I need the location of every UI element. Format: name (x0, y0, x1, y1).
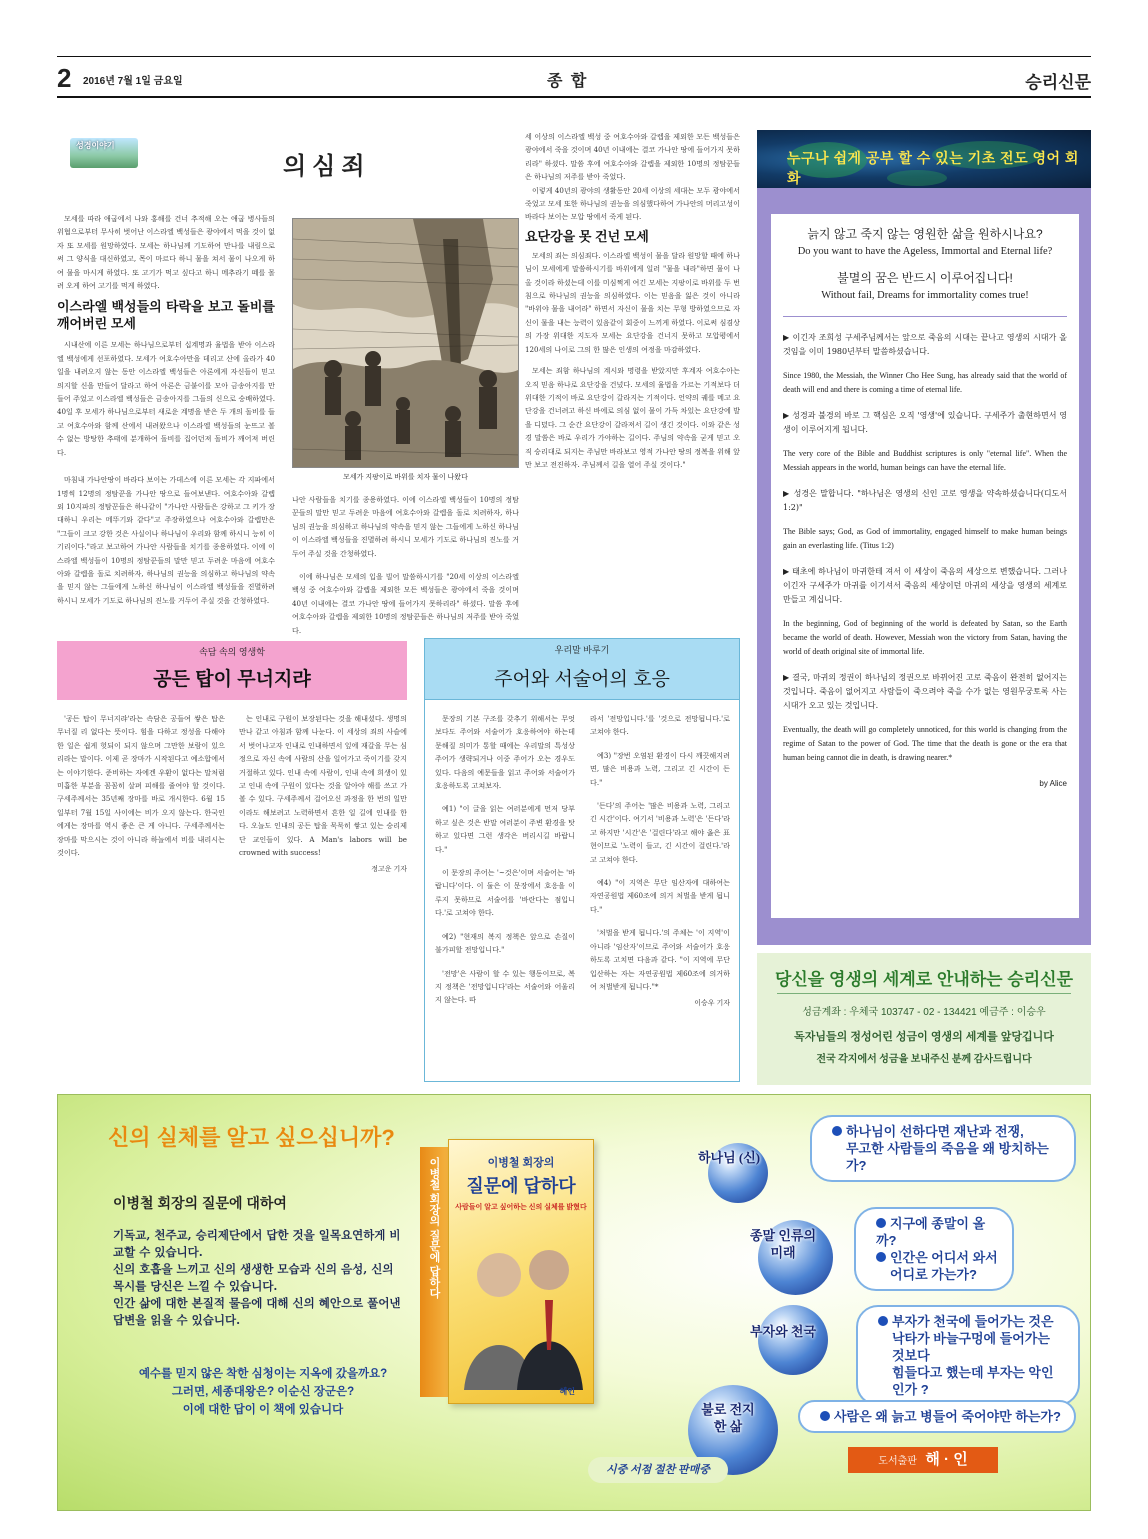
book-spine (420, 1147, 448, 1397)
grammar-col2 (590, 712, 730, 1011)
english-paragraph-en: The Bible says; God, as God of immortality, engaged himself to make human beings gain an everlasting life. (Titus 1:2) (783, 527, 1067, 550)
english-lesson-banner (757, 130, 1091, 188)
english-paragraph-ko: ▶ 성경은 말합니다. "하나님은 영생의 신인 고로 영생을 약속하셨습니다(디도서 1:2)" (783, 489, 1067, 512)
bullet-icon (832, 1126, 842, 1136)
promo-thanks: 전국 각지에서 성금을 보내주신 분께 감사드립니다 (816, 1054, 1032, 1065)
proverb-paragraph: '공든 탑이 무너지랴'라는 속담은 공들여 쌓은 탑은 무너질 리 없다는 뜻이다. 힘을 다하고 정성을 다해야 한 일은 쉽게 헛되이 되지 않으며 그만한 보람이 있으리라는 말이다. 이제 곧 장마가 시작된다고 예소합에서는 이야기한다. 준비하는 자에겐 우환이 없다는 말처럼 미흡한 부분을 꼼꼼히 살펴 피해를 줄여야 할 것이다. 구세주께서는 35년째 장마를 바로 개시한다. 6월 15일부터 7월 15일 사이에는 비가 오지 않는다. 한국인에게는 장마를 역시 좋은 큰 게 아니다. 구세주께서는 장마를 막으시는 것이 아니라 하늘에서 비를 내리시는 것이다. (57, 714, 225, 858)
grammar-example: 예2) "현재의 복지 정책은 앞으로 손질이 불가피할 전망입니다." (435, 931, 575, 955)
question-bubble (856, 1305, 1080, 1406)
feature-subheading-1: 이스라엘 백성들의 타락을 보고 돌비를 깨어버린 모세 (57, 299, 275, 332)
publisher-badge-name: 해 · 인 (925, 1451, 968, 1468)
publisher-badge (848, 1447, 998, 1473)
sphere-label: 종말 인류의 미래 (749, 1228, 817, 1260)
publisher-badge-prefix: 도서출판 (878, 1456, 917, 1467)
sphere-label: 하나님 (신) (698, 1150, 761, 1165)
grammar-kicker: 우리말 바루기 (554, 645, 610, 655)
question-line: 어디로 가는가? (890, 1267, 977, 1282)
feature-paragraph: 세 이상의 이스라엘 백성 중 여호수아와 갈렙을 제외한 모든 백성들은 광야에서 죽을 것이며 40년 이내에는 결코 가나안 땅에 들어가지 못하리라" 하셨다. 말씀 후에 여호수아와 갈렙을 제외한 10명의 정탐꾼들은 하나님의 저주를 받아 죽었다. (525, 132, 740, 182)
book-publisher: 혜인 (559, 1387, 575, 1396)
english-paragraph-en: Since 1980, the Messiah, the Winner Cho Hee Sung, has already said that the world of death will end and there is coming a time of eternal life. (783, 371, 1067, 394)
english-lesson-banner-text: 누구나 쉽게 공부 할 수 있는 기초 전도 영어 회화 (787, 150, 1079, 186)
ad-tagline-line: 예수를 믿지 않은 착한 심청이는 지옥에 갔을까요? (138, 1368, 388, 1380)
book-spine-title: 이병철 회장의 질문에 답하다 (428, 1157, 440, 1299)
proverb-column-header (57, 641, 407, 700)
feature-intro: 모세를 따라 애굽에서 나와 홍해를 건너 추적해 오는 애굽 병사들의 위협으로부터 무사히 벗어난 이스라엘 백성들은 광야에서 먹을 것이 없자 또 모세를 원망하였다. 모세는 하나님께 기도하여 만나를 내림으로써 그 양식을 대신하였고, 목이 마르다 하니 물을 쳐서 물이 나오게 하여 물을 마시게 하였다. 또 고기가 먹고 싶다고 하니 메추라기 떼를 몰려 오게 하여 고기를 먹게 하였다. (57, 214, 275, 291)
proverb-col2 (239, 712, 407, 877)
book-title-small: 이병철 회장의 (487, 1157, 555, 1169)
ad-tagline (118, 1365, 408, 1419)
english-paragraph-ko: ▶ 성경과 불경의 바로 그 핵심은 오직 '영생'에 있습니다. 구세주가 출현하면서 영생이 이루어지게 됩니다. (783, 411, 1067, 434)
feature-paragraph: 이에 하나님은 모세의 입을 빌어 말씀하시기를 "20세 이상의 이스라엘 백성 중 여호수아와 갈렙을 제외한 모든 백성들은 광야에서 죽을 것이며 40년 이내에는 결코 가나안 땅에 들어가지 못하리라" 하셨다. 말씀 후에 여호수아와 갈렙을 제외한 10명의 정탐꾼들은 하나님의 저주를 받아 죽었다. (292, 572, 519, 635)
masthead (57, 56, 1091, 98)
divider (777, 993, 1071, 994)
feature-paragraph: 나안 사람들을 치기를 종용하였다. 이에 이스라엘 백성들이 10명의 정탐꾼들의 말만 믿고 두려운 마음에 여호수아와 갈렙을 돌로 치려하자, 하나님의 권능을 의심하고 하나님의 약속을 믿지 않는 그들에게 노하신 하나님이 이스라엘 백성들을 진멸하려 하시니 모세가 기도로 하나님의 진노를 거두어 주실 것을 간청하였다. (292, 495, 519, 558)
ad-body-line: 인간 삶에 대한 본질적 물음에 대해 신의 혜안으로 풀어낸 답변을 읽을 수 있습니다. (113, 1296, 401, 1327)
column-badge-icon (70, 138, 138, 168)
english-paragraph-en: Eventually, the death will go completely unnoticed, for this world is changing from the regime of Satan to the power of God. The time that the death is gone or the era that human being cannot die in death, is drawing nearer.* (783, 725, 1067, 762)
grammar-example: 예4) "이 지역은 무단 임산자에 대하여는 자연공원법 제60조에 의거 처벌을 받게 됩니다." (590, 878, 730, 914)
question-line: 힘들다고 했는데 부자는 악인인가 ? (892, 1365, 1054, 1397)
feature-col3 (525, 130, 740, 471)
promo-title: 당신을 영생의 세계로 안내하는 승리신문 (774, 970, 1074, 989)
feature-paragraph: 모세의 죄는 의심죄다. 이스라엘 백성이 물을 달라 원망할 때에 하나님이 모세에게 말씀하시기를 바위에게 일러 "물을 내라"하면 물이 나올 것이라 하셨는데 이를 미심쩍게 여긴 모세는 지팡이로 바위를 두 번 침으로 하나님의 권능을 의심하였다. 이는 믿음을 잃은 것이 아니라 "바위야 물을 내어라" 하면서 자신이 물을 치는 무형 방하였으므로 자신이 물을 내는 능력이 있음같이 회중이 느끼게 하였다. 이로써 심겸상의 가장 위대한 지도자 모세는 요단강을 건너지 못하고 모압평에서 120세의 나이로 그의 한 많은 인생의 여정을 마감하였다. (525, 250, 740, 354)
ad-body-line: 기독교, 천주교, 승리제단에서 답한 것을 일목요연하게 비교할 수 있습니다. (113, 1228, 401, 1259)
feature-subheading-2: 요단강을 못 건넌 모세 (525, 228, 649, 244)
grammar-paragraph: '든다'의 주어는 '많은 비용과 노력, 그리고 긴 시간'이다. 여기서 '비용과 노력'은 '든다'라고 하지만 '시간'은 '걸린다'라고 해야 옳은 표현이므로 '노력이 들고, 긴 시간이 걸린다.'라고 고쳐야 한다. (590, 801, 730, 864)
grammar-paragraph: '처벌을 받게 됩니다.'의 주체는 '이 지역'이 아니라 '임산자'이므로 주어와 서술어가 호응하도록 고치면 다음과 같다. "이 지역에 무단 입산하는 자는 자연공원법 제60조에 의거하여 처벌받게 됩니다."* (590, 928, 730, 991)
grammar-paragraph: 문장의 기본 구조를 갖추기 위해서는 무엇보다도 주어와 서술어가 호응하여야 하는데 문해질 의미가 통할 때에는 우리말의 특성상 주어가 생략되거나 이중 주어가 오는 경우도 있다. 다음의 예문들을 읽고 주어와 서술어가 호응하도록 고쳐보자. (435, 714, 575, 791)
engraving-illustration (293, 219, 519, 468)
column-badge-label: 성경이야기 (76, 141, 115, 150)
feature-paragraph: 마침내 가나안땅이 바라다 보이는 가데스에 이른 모세는 각 지파에서 1명씩 12명의 정탐꾼을 가나안 땅으로 들여보낸다. 여호수아와 갈렙 외 10지파의 정탐꾼들은 하나같이 "가나안 사람들은 강하고 그 키가 장대하니 우리는 메뚜기와 같다"고 주장하였으나 여호수아와 갈렙만은 "그들이 크고 강한 것은 사실이나 하나님이 우리와 함께 하시니 능히 이기리이다."라고 보고하여 가나안 사람들을 치기를 종용하였다. 이에 이스라엘 백성들이 10명의 정탐꾼들의 말만 믿고 두려운 마음에 여호수아와 갈렙을 돌로 치려하자, 하나님의 권능을 의심하고 하나님의 약속을 믿지 않는 그들에게 노하신 하나님이 이스라엘 백성들을 진멸하려 하시니 모세가 기도로 하나님의 진노를 거두어 주실 것을 간청하였다. (57, 475, 275, 605)
proverb-byline: 정고운 기자 (371, 866, 407, 874)
bullet-icon (876, 1252, 886, 1262)
sphere-heaven-icon (758, 1305, 828, 1375)
english-heading-en: Do you want to have the Ageless, Immortal and Eternal life? (797, 246, 1053, 257)
question-bubble (810, 1115, 1076, 1182)
newspaper-brand: 승리신문 (1025, 73, 1091, 92)
proverb-col1 (57, 712, 225, 859)
book-advertisement (57, 1094, 1091, 1511)
ad-tagline-line: 이에 대한 답이 이 책에 있습니다 (182, 1404, 344, 1416)
english-paragraph-en: In the beginning, God of beginning of the world is defeated by Satan, so the Earth became the world of death. However, Messiah won the victory from Satan, having the world of death original site of immortal life. (783, 619, 1067, 656)
bullet-icon (820, 1411, 830, 1421)
question-line: 사람은 왜 늙고 병들어 죽어야만 하는가? (834, 1409, 1061, 1424)
feature-title: 의심죄 (283, 151, 371, 180)
grammar-paragraph: '전망'은 사람이 할 수 있는 행동이므로, 복지 정책은 '전망입니다'라는 서술어와 어울리지 않는다. 따 (435, 968, 575, 1005)
grammar-paragraph: 라서 '전망입니다.'를 '것으로 전망됩니다.'로 고쳐야 한다. (590, 714, 730, 737)
ad-headline: 신의 실체를 알고 싶으십니까? (108, 1125, 395, 1150)
english-lesson-body (771, 214, 1079, 918)
english-paragraph-ko: ▶ 이긴자 조희성 구세주님께서는 앞으로 죽음의 시대는 끝나고 영생의 시대가 올 것임을 이미 1980년부터 말씀하셨습니다. (783, 333, 1067, 356)
image-caption: 모세가 지팡이로 바위를 치자 물이 나왔다 (343, 474, 468, 481)
book-title: 질문에 답하다 (466, 1176, 576, 1196)
ad-body (113, 1227, 403, 1329)
proverb-kicker: 속담 속의 영생학 (199, 647, 265, 657)
book-cover-photo (449, 1220, 595, 1390)
bullet-icon (878, 1316, 888, 1326)
sale-script: 시중 서점 절찬 판매중 (588, 1457, 728, 1483)
proverb-paragraph: 는 인내로 구원이 보장된다는 것을 해내셨다. 생명의 만나 같고 아침과 함께 나눈다. 이 세상의 죄의 사슬에서 벗어나고자 인내로 인내하면서 잎에 재갈을 무는 심정으로 자신 속에 사람의 산을 일어가고 죽이기를 갖지 거절하고 있다. 인내 속에 사람이, 인내 속에 희생이 있고 인내 속에 구원이 있다는 것을 알아야 해를 쓰고 가볼 수 있다. 구세주께서 걸어오신 과정을 한 번의 일만이라도 해보려고 노력하면서 흔한 일 길에 인내를 한다. 오늘도 인내의 공든 탑을 묵묵히 쌓고 있는 승리제단 교인들이 있다. A Man's labors will be crowned with success! (239, 714, 407, 858)
feature-paragraph: 이렇게 40년의 광야의 생활동안 20세 이상의 세대는 모두 광야에서 죽었고 모세 또한 하나님의 권능을 의심했다하여 가나안의 머리고성이 바라다 보이는 모압 땅에서 죽게 된다. (525, 185, 740, 222)
english-heading-ko: 늙지 않고 죽지 않는 영원한 삶을 원하시나요? (807, 227, 1043, 241)
issue-date: 2016년 7월 1일 금요일 (83, 76, 183, 87)
grammar-title: 주어와 서술어의 호응 (494, 669, 670, 690)
proverb-title: 공든 탑이 무너지랴 (153, 669, 311, 690)
book-cover (448, 1139, 594, 1404)
grammar-example: 예1) "이 글을 읽는 여러분에게 먼저 당부하고 싶은 것은 반말 여러분이 주변 환경을 탓하고 있다면 그런 생각은 버리시길 바랍니다." (435, 804, 575, 854)
newspaper-donation-promo (757, 953, 1091, 1085)
english-paragraph-ko: ▶ 결국, 마귀의 정권이 하나님의 정권으로 바뀌어진 고로 죽음이 완전히 없어지는 것입니다. 죽음이 없어지고 사람들이 죽으려야 죽을 수가 없는 영원무궁토록 사는 시대가 오고 있는 것입니다. (783, 673, 1067, 710)
bullet-icon (876, 1218, 886, 1228)
grammar-column-header (424, 638, 740, 700)
divider (783, 316, 1067, 317)
donation-account: 성금계좌 : 우체국 103747 - 02 - 134421 예금주 : 이승우 (802, 1007, 1046, 1018)
english-paragraph-ko: ▶ 태초에 하나님이 마귀한테 져서 이 세상이 죽음의 세상으로 변했습니다. 그러나 이긴자 구세주가 마귀를 이기셔서 죽음의 세상이던 마귀의 세상을 영생의 세계로 만들고 계십니다. (783, 567, 1067, 604)
feature-paragraph: 모세는 죄함 하나님의 계시와 명령을 받았지만 후계자 여호수아는 오직 믿음 하나로 요단강을 건넜다. 모세의 율법을 가르는 기적보다 더 위대한 기적이 바로 요단강이 갈라지는 기적이다. 언약의 궤를 메고 요단강을 건너려고 하신 바에로 의심 없이 물이 가득 차있는 요단강에 발을 디뎠다. 그 순간 요단강이 갈라져서 길이 생긴 것이다. 이와 같은 성경 말씀은 바로 우리가 가야하는 길이다. 주님의 약속을 굳게 믿고 오직 승리대로 되지는 주님만 바라보고 영적 가나안 땅의 정복을 위해 앞만 보고 전진하자. 주님께서 길을 열어 주실 것이다." (525, 366, 740, 469)
grammar-byline: 이승우 기자 (694, 1000, 730, 1008)
question-line: 낙타가 바늘구멍에 들어가는 것보다 (892, 1331, 1050, 1363)
question-bubble (854, 1207, 1014, 1291)
grammar-col1 (435, 712, 575, 1007)
ad-body-line: 신의 호흡을 느끼고 신의 생생한 모습과 신의 음성, 신의 목시를 당신은 느낄 수 있습니다. (113, 1262, 394, 1293)
promo-message: 독자님들의 정성어린 성금이 영생의 세계를 앞당깁니다 (794, 1031, 1054, 1043)
ad-subhead: 이병철 회장의 질문에 대하여 (113, 1195, 287, 1211)
english-heading-ko: 불멸의 꿈은 반드시 이루어집니다! (837, 271, 1013, 285)
english-byline: by Alice (1039, 779, 1067, 788)
question-line: 인간은 어디서 와서 (890, 1250, 998, 1265)
question-line: 부자가 천국에 들어가는 것은 (892, 1314, 1054, 1329)
question-line: 하나님이 선하다면 재난과 전쟁, (846, 1124, 1024, 1139)
question-line: 무고한 사람들의 죽음을 왜 방치하는가? (846, 1141, 1049, 1173)
page-number: 2 (57, 63, 72, 93)
ad-tagline-line: 그러면, 세종대왕은? 이순신 장군은? (171, 1386, 355, 1398)
question-line: 지구에 종말이 올까? (876, 1216, 986, 1248)
grammar-example: 예3) "장번 오염된 환경이 다시 깨끗해지려면, 많은 비용과 노력, 그리고 긴 시간이 든다." (590, 750, 730, 787)
feature-col1 (57, 212, 275, 607)
feature-paragraph: 시내산에 이른 모세는 하나님으로부터 십계명과 율법을 받아 이스라엘 백성에게 선포하였다. 모세가 여호수아만을 데리고 산에 올라가 40일을 내려오지 않는 동안 이스라엘 백성들은 아론에게 자신들이 믿고 의지할 신을 만들어 달라고 하여 아론은 금붙이를 모아 금송아지를 만들어 주었고 이스라엘 백성들은 금송아지를 그들의 신으로 숭배하였다. 40일 후 모세가 하나님으로부터 새로운 계명을 받은 두 개의 돌비를 들고 여호수아와 함께 산에서 내려왔으나 이스라엘 백성들의 눈뜨고 볼 수 없는 방탕한 추태에 분개하여 돌비를 집어던져 돌비가 깨어져 버린다. (57, 340, 275, 457)
moses-engraving-image (292, 218, 519, 468)
feature-col2 (292, 493, 519, 637)
english-paragraph-en: The very core of the Bible and Buddhist scriptures is only "eternal life". When the Messiah appears in the world, human beings can have the eternal life. (783, 449, 1067, 472)
english-heading-en: Without fail, Dreams for immortality comes true! (821, 290, 1029, 301)
sphere-label: 불로 전지한 삶 (701, 1402, 755, 1434)
sphere-label: 부자와 천국 (750, 1324, 817, 1339)
grammar-paragraph: 이 문장의 주어는 '~것은'이며 서술어는 '바랍니다'이다. 이 둘은 이 문장에서 호응을 이루지 못하므로 서술어를 '바란다는 점입니다.'로 고쳐야 한다. (435, 868, 575, 918)
question-bubble (798, 1400, 1076, 1433)
book-subtitle: 사람들이 알고 싶어하는 신의 실체를 밝혔다 (455, 1204, 587, 1211)
section-title: 종 합 (547, 73, 589, 90)
